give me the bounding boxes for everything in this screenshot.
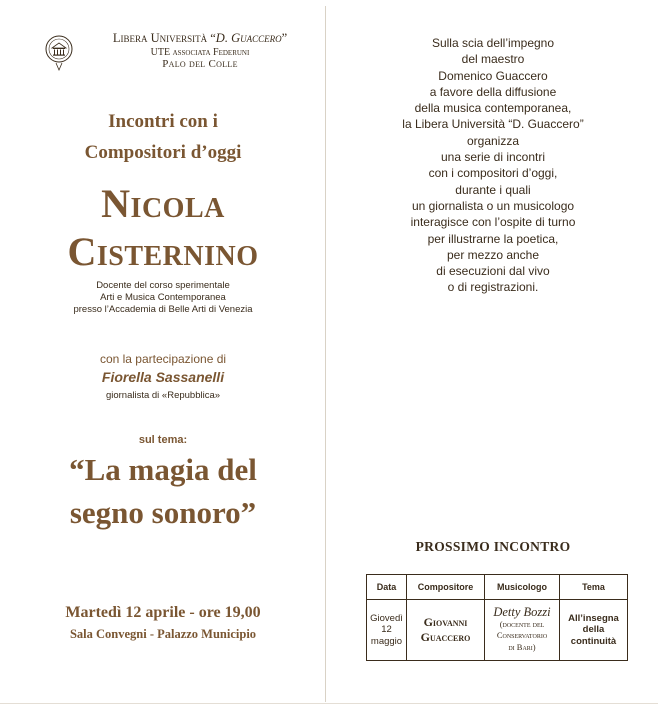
bio-line3: presso l’Accademia di Belle Arti di Venezia [73,304,253,315]
intro-line: per illustrarne la poetica, [427,231,559,246]
intro-line: di esecuzioni dal vivo [436,264,550,279]
cell-musicologist [485,600,560,661]
theme-cell-line2: della [582,624,605,636]
event-venue: Sala Convegni - Palazzo Municipio [69,627,257,641]
composer-first: Giovanni [423,615,468,629]
guest-name: Fiorella Sassanelli [101,369,225,385]
series-title-line2: Compositori d’oggi [84,142,242,163]
intro-line: per mezzo anche [446,247,540,262]
intro-line: durante i quali [455,182,531,197]
theme-line2: segno sonoro” [69,495,257,530]
intro-line: una serie di incontri [440,150,546,165]
intro-line: o di registrazioni. [447,280,539,295]
page-bottom-edge [0,703,658,704]
date-weekday: Giovedì [370,612,403,624]
intro-line: un giornalista o un musicologo [411,198,575,213]
fold-line [325,6,326,702]
table-row [367,600,628,661]
event-datetime: Martedì 12 aprile - ore 19,00 [65,604,261,621]
theme-label: sul tema: [138,434,188,446]
musicologist-desc-line2: Conservatorio [496,630,548,640]
musicologist-name: Detty Bozzi [493,605,551,619]
header-composer: Compositore [407,575,485,600]
next-meeting-table [366,574,628,661]
intro-line: Domenico Guaccero [438,68,548,83]
header-musicologist: Musicologo [485,575,560,600]
intro-line: del maestro [461,52,525,67]
event-theme [0,448,326,534]
intro-line: interagisce con l’ospite di turno [410,215,576,230]
musicologist-desc-line1: (docente del [499,618,545,629]
bio-line1: Docente del corso sperimentale [96,280,230,291]
next-meeting-title: PROSSIMO INCONTRO [415,539,571,554]
cell-composer [407,600,485,661]
guest-role: giornalista di «Repubblica» [105,390,221,401]
table-header-row [367,575,628,600]
musicologist-desc-line3: di Bari) [508,641,536,652]
theme-cell-line1: All’insegna [568,612,619,624]
date-month: maggio [370,635,403,647]
intro-line: della musica contemporanea, [414,101,572,116]
intro-text [328,35,658,296]
header-date: Data [367,575,407,600]
participation-label: con la partecipazione di [99,352,227,366]
intro-line: organizza [466,133,520,148]
composer-first-name: Nicola [101,181,225,226]
university-name: Libera Università “D. Guaccero” [112,31,288,45]
theme-cell-line3: continuità [570,635,617,647]
bio-line2: Arti e Musica Contemporanea [100,292,226,303]
date-day: 12 [381,624,392,636]
header-theme: Tema [560,575,628,600]
cell-theme [560,600,628,661]
composer-last-name: Cisternino [67,229,259,274]
theme-line1: “La magia del [69,452,257,487]
university-city: Palo del Colle [162,58,238,70]
cell-date [367,600,407,661]
composer-last: Guaccero [420,630,471,644]
intro-line: con i compositori d’oggi, [428,166,558,181]
intro-line: Sulla scia dell’impegno [431,36,555,50]
right-panel [328,0,658,710]
left-panel [0,0,326,710]
series-title [0,106,326,168]
composer-bio [0,280,326,316]
intro-line: la Libera Università “D. Guaccero” [402,117,584,132]
series-title-line1: Incontri con i [108,111,218,132]
university-association: UTE associata Federuni [150,47,250,58]
intro-line: a favore della diffusione [429,84,557,99]
